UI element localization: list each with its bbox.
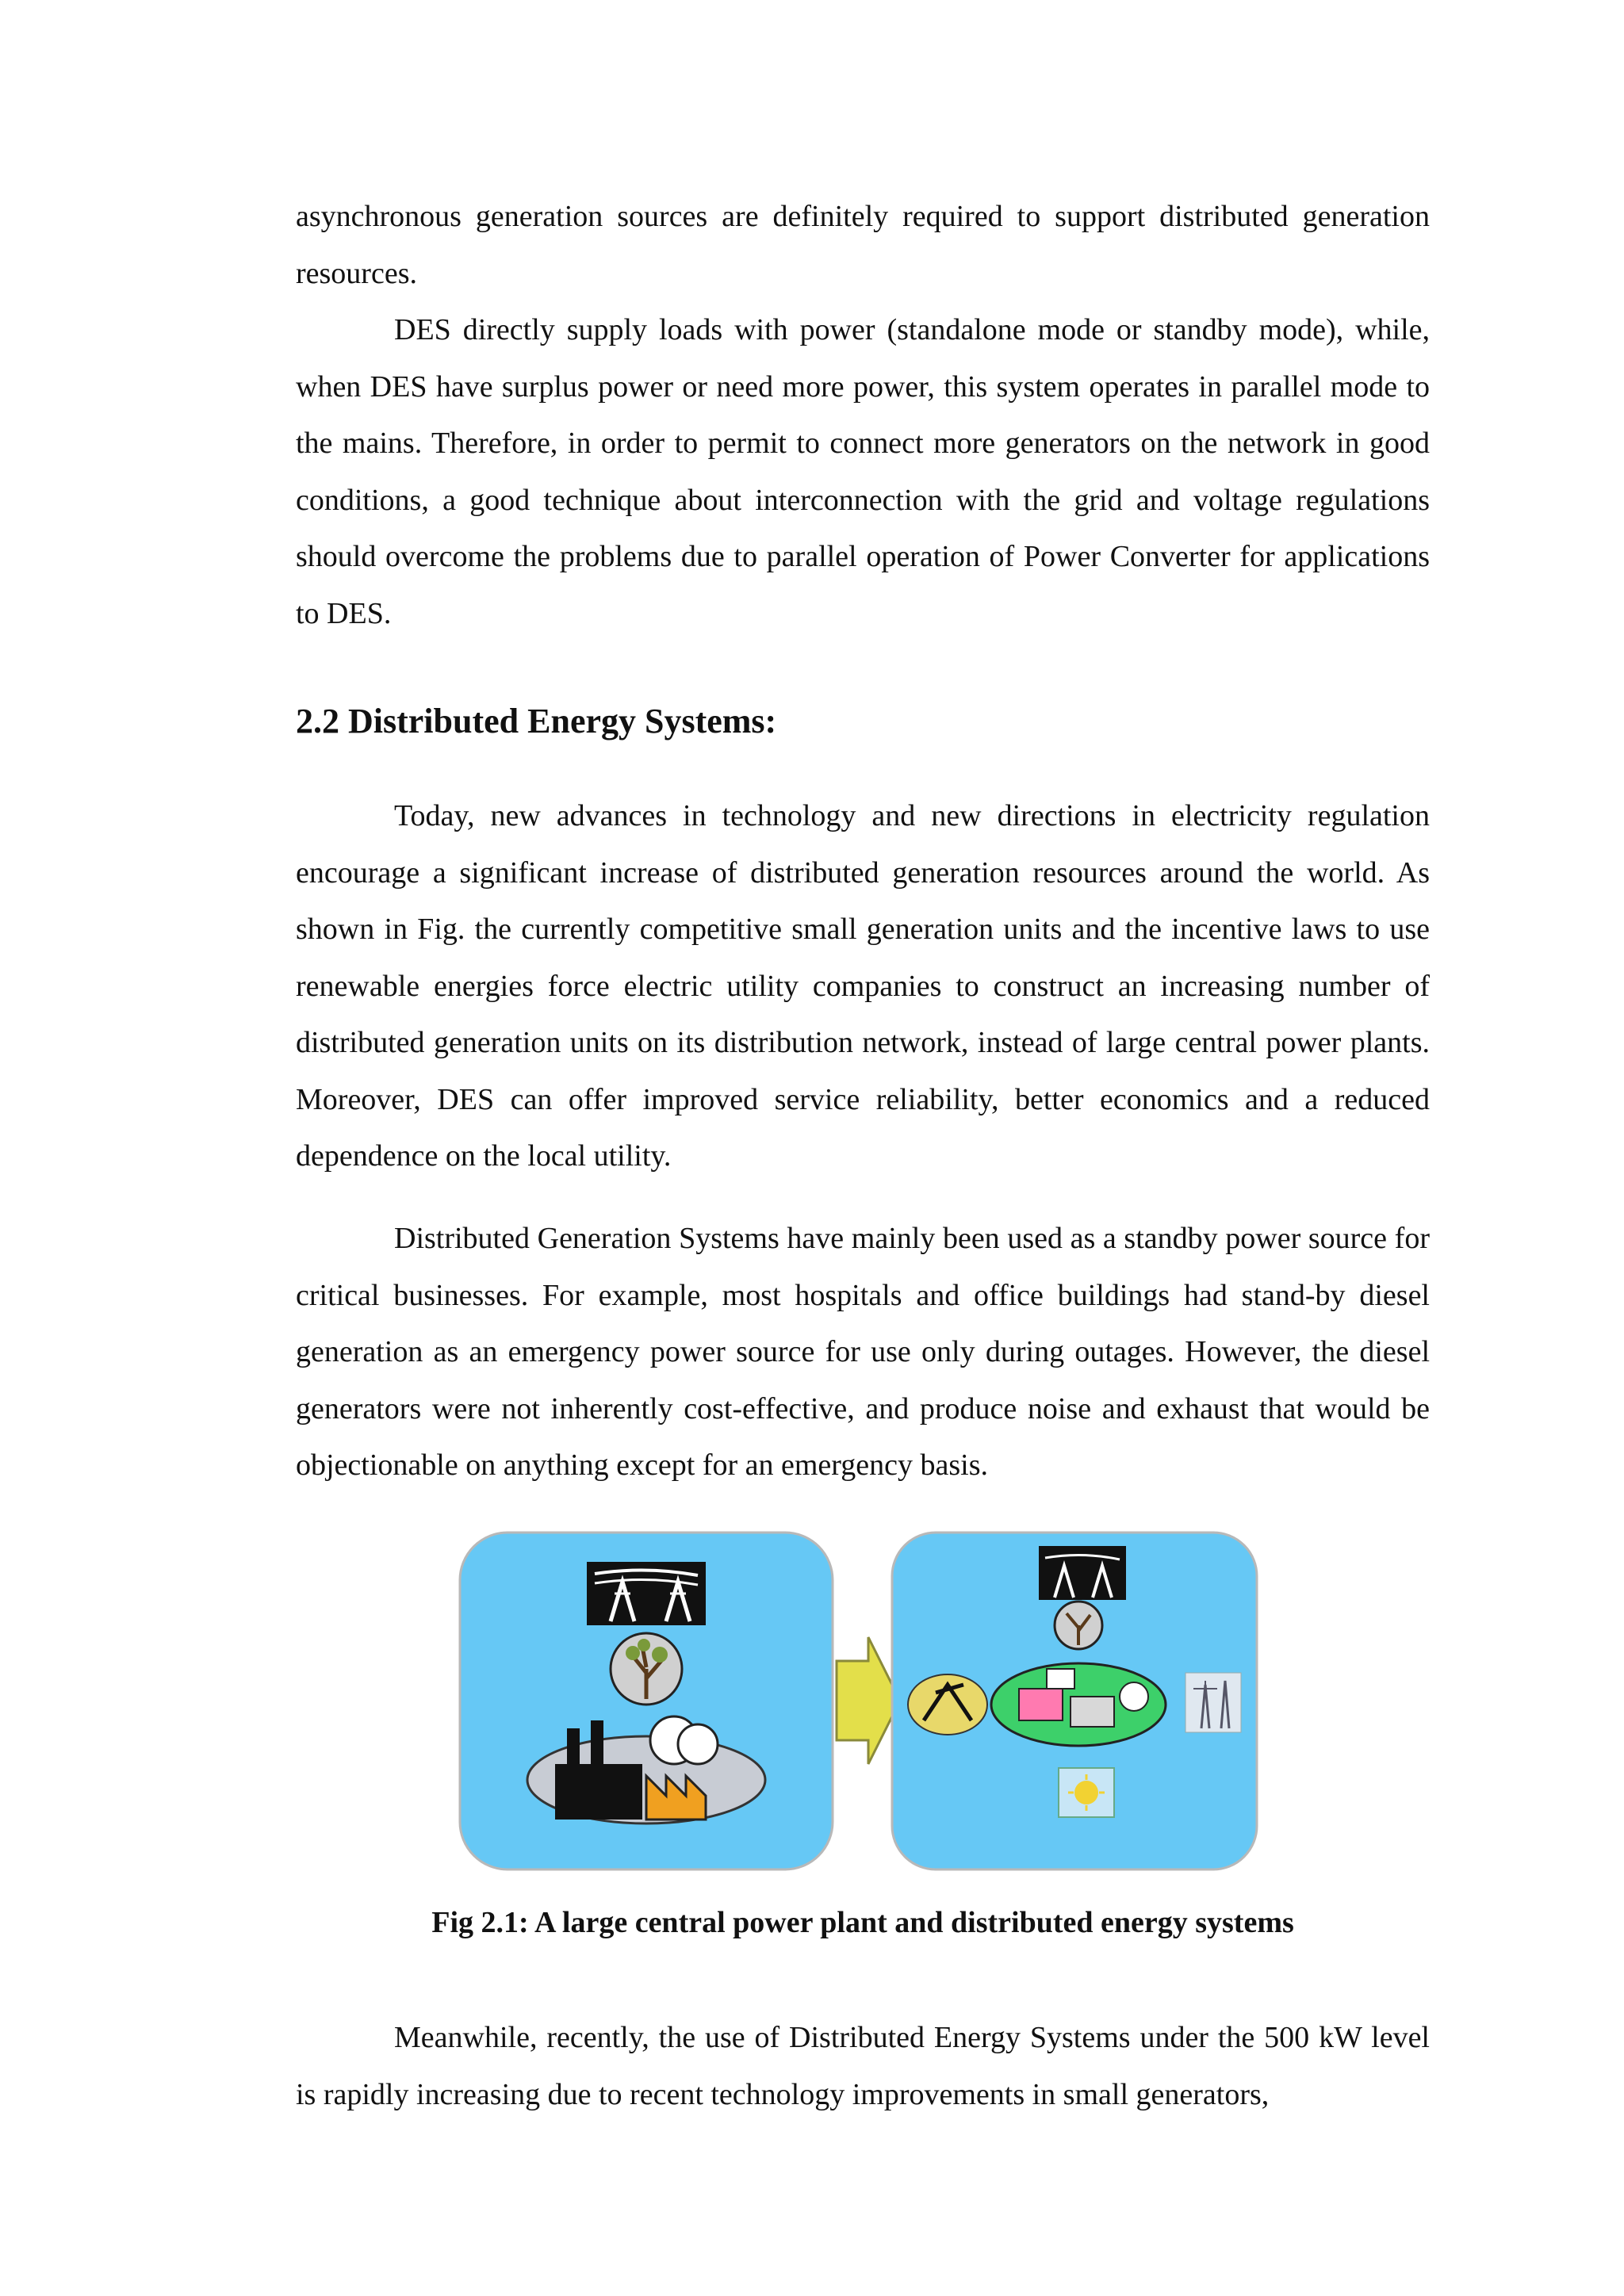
figure-caption: Fig 2.1: A large central power plant and distributed energy systems bbox=[431, 1906, 1294, 1939]
solar-panel-icon bbox=[1059, 1768, 1114, 1817]
body-text-bottom bbox=[296, 2010, 1430, 2123]
section-heading: 2.2 Distributed Energy Systems: bbox=[296, 702, 777, 740]
transmission-tower-icon bbox=[587, 1562, 706, 1625]
wind-turbine-icon bbox=[1185, 1673, 1241, 1732]
oil-pump-icon bbox=[908, 1674, 987, 1735]
paragraph-des-modes: DES directly supply loads with power (standalone mode or standby mode), while, when DES have surplus power or need more power, this system operates in parallel mode to the mains. Therefore, in order to permit to connect more generators on the network in good conditions, a good technique about interconnection with the grid and voltage regulations should overcome the problems due to parallel operation of Power Converter for applications to DES. bbox=[296, 313, 1430, 630]
paragraph-standby: Distributed Generation Systems have mainly been used as a standby power source for critical businesses. For example, most hospitals and office buildings had stand-by diesel generation as an emergency power source for use only during outages. However, the diesel generators were not inherently cost-effective, and produce noise and exhaust that would be objectionable on anything except for an emergency basis. bbox=[296, 1222, 1430, 1482]
paragraph-meanwhile: Meanwhile, recently, the use of Distributed Energy Systems under the 500 kW level is rapidly increasing due to recent technology improvements in small generators, bbox=[296, 2021, 1430, 2111]
body-text-middle bbox=[296, 788, 1430, 1185]
paragraph-today: Today, new advances in technology and new directions in electricity regulation encourage a significant increase of distributed generation resources around the world. As shown in Fig. the currently competitive small generation units and the incentive laws to use renewable energies force electric utility companies to construct an increasing number of distributed generation units on its distribution network, instead of large central power plants. Moreover, DES can offer improved service reliability, better economics and a reduced dependence on the local utility. bbox=[296, 799, 1430, 1173]
transmission-tower-icon bbox=[1039, 1546, 1126, 1600]
tree-icon bbox=[1055, 1601, 1102, 1649]
tree-icon bbox=[611, 1633, 682, 1705]
body-text-top bbox=[296, 189, 1430, 642]
figure-central-vs-distributed bbox=[452, 1526, 1261, 1875]
body-text-standby bbox=[296, 1211, 1430, 1494]
paragraph-continuation: asynchronous generation sources are definitely required to support distributed generation resources. bbox=[296, 200, 1430, 290]
distributed-plant-icon bbox=[991, 1663, 1166, 1746]
transition-arrow bbox=[837, 1637, 900, 1764]
